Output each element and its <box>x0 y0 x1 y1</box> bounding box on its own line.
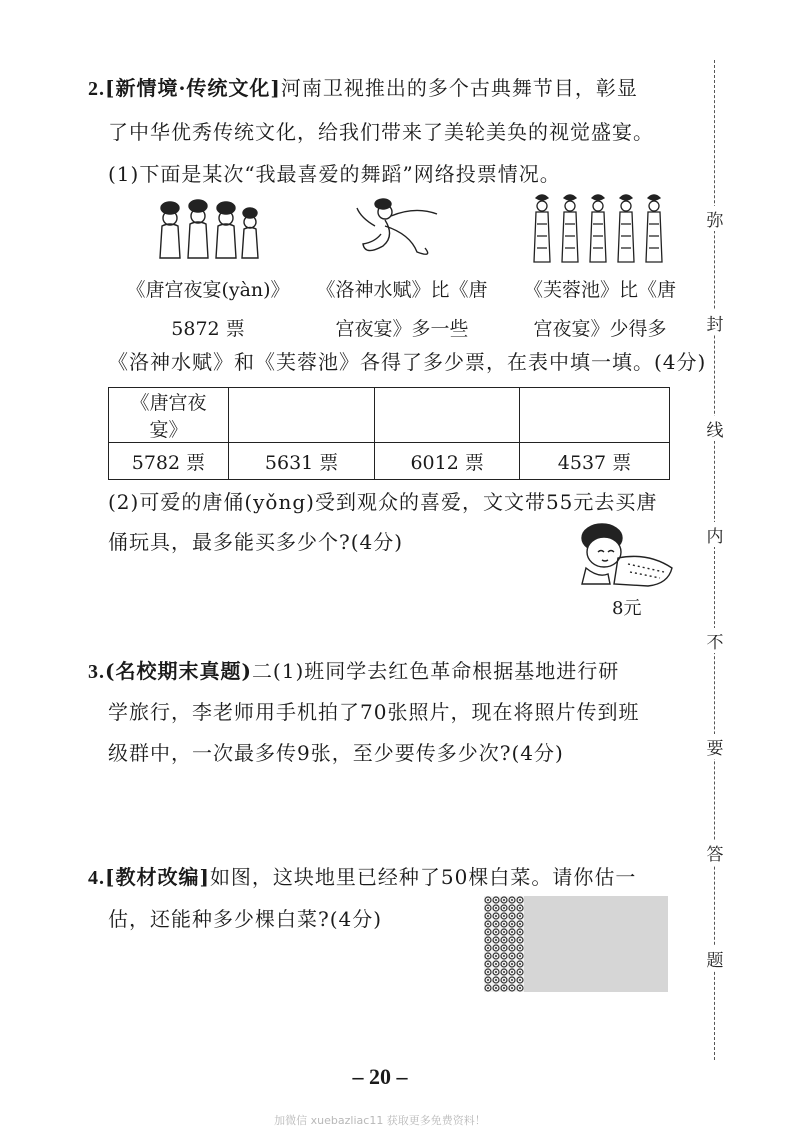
q2-line1 <box>88 72 638 101</box>
q2-line2: 了中华优秀传统文化，给我们带来了美轮美奂的视觉盛宴。 <box>108 120 654 144</box>
caption-tang-line2: 5872 票 <box>171 318 245 340</box>
q2-part2-line1: (2)可爱的唐俑(yǒng)受到观众的喜爱，文文带55元去买唐 <box>108 490 658 514</box>
seal-char-6: 要 <box>703 734 727 759</box>
q3-line3: 级群中，一次最多传9张，至少要传多少次?(4分) <box>108 741 564 765</box>
caption-luoshen-line1: 《洛神水赋》比《唐 <box>316 279 488 301</box>
seal-char-3: 线 <box>703 416 727 441</box>
dancer-figure-icon <box>160 202 180 258</box>
q4-number: 4. <box>88 867 105 889</box>
q2-part1-intro: (1)下面是某次“我最喜爱的舞蹈”网络投票情况。 <box>108 162 561 186</box>
seal-char-8: 题 <box>703 946 727 971</box>
table-cell-votes-3: 6012 票 <box>375 443 520 480</box>
q3-line1 <box>88 655 619 684</box>
caption-luoshen-line2: 宫夜宴》多一些 <box>335 318 469 340</box>
q4-tag: [教材改编] <box>105 865 210 889</box>
page-number: – 20 – <box>352 1064 408 1089</box>
q2-number: 2. <box>88 78 105 100</box>
table-cell-tang-name: 《唐宫夜宴》 <box>109 388 229 443</box>
cabbage-field-image <box>484 896 668 992</box>
caption-luoshen <box>312 275 492 341</box>
caption-furong-line2: 宫夜宴》少得多 <box>533 318 667 340</box>
seal-line-sidebar <box>690 60 740 1060</box>
table-cell-blank-1[interactable] <box>228 388 374 443</box>
table-cell-blank-3[interactable] <box>520 388 670 443</box>
table-cell-votes-1: 5782 票 <box>109 443 229 480</box>
caption-tang-palace <box>108 275 308 341</box>
table-row <box>109 443 670 480</box>
q2-part1-question: 《洛神水赋》和《芙蓉池》各得了多少票，在表中填一填。(4分) <box>108 350 707 374</box>
seal-char-4: 内 <box>703 522 727 547</box>
q3-line1-text: 二(1)班同学去红色革命根据基地进行研 <box>251 659 620 683</box>
caption-furong-line1: 《芙蓉池》比《唐 <box>523 279 676 301</box>
table-cell-blank-2[interactable] <box>375 388 520 443</box>
caption-furong <box>510 275 690 341</box>
empty-field-area <box>524 896 668 992</box>
figurine-price-label: 8元 <box>612 598 642 619</box>
q3-line2: 学旅行，李老师用手机拍了70张照片，现在将照片传到班 <box>108 700 640 724</box>
footer-watermark: 加微信 xuebazliac11 获取更多免费资料！ <box>274 1114 486 1127</box>
table-cell-votes-2: 5631 票 <box>228 443 374 480</box>
seal-char-2: 封 <box>703 310 727 335</box>
q4-line1 <box>88 861 636 890</box>
q2-tag: [新情境·传统文化] <box>105 76 281 100</box>
table-row <box>109 388 670 443</box>
table-cell-votes-4: 4537 票 <box>520 443 670 480</box>
seal-char-5: 不 <box>703 628 727 653</box>
tang-figurine-toy-image <box>568 518 680 590</box>
q4-line2: 估，还能种多少棵白菜?(4分) <box>108 907 383 931</box>
luoshen-dancer-image <box>355 196 445 262</box>
caption-tang-line1: 《唐宫夜宴(yàn)》 <box>126 279 290 301</box>
q2-line1-text: 河南卫视推出的多个古典舞节目，彰显 <box>280 76 638 100</box>
tang-palace-dancers-image <box>150 196 260 264</box>
q4-line1-text: 如图，这块地里已经种了50棵白菜。请你估一 <box>209 865 637 889</box>
cabbage-planted-area <box>484 896 524 992</box>
q3-number: 3. <box>88 661 105 683</box>
q2-part2-line2: 俑玩具，最多能买多少个?(4分) <box>108 530 404 554</box>
q3-tag: (名校期末真题) <box>105 659 252 683</box>
vote-table <box>108 387 670 480</box>
seal-char-1: 弥 <box>703 206 727 231</box>
seal-char-7: 答 <box>703 840 727 865</box>
furong-pond-dancers-image <box>528 192 668 266</box>
